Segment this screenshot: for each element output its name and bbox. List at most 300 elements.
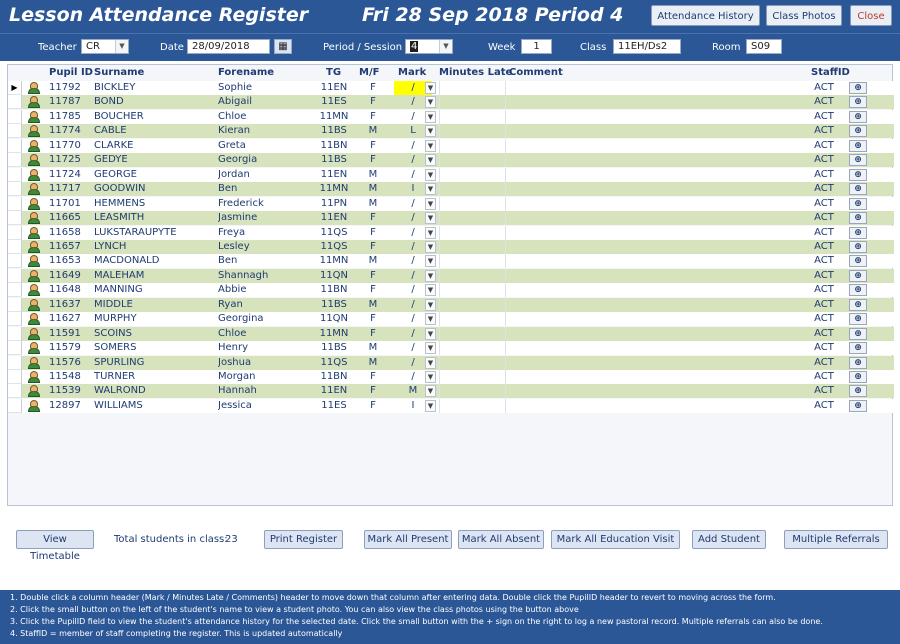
add-pastoral-record-icon[interactable]: ⊕ [849,284,867,296]
student-photo-icon[interactable] [25,168,43,182]
mark-cell[interactable]: / [411,342,415,354]
forename-cell: Jessica [218,399,252,411]
add-pastoral-record-icon[interactable]: ⊕ [849,82,867,94]
comment-cell[interactable] [505,254,805,268]
chevron-down-icon[interactable]: ▼ [425,183,436,195]
row-selector[interactable] [8,269,22,283]
minutes-late-cell[interactable] [439,384,505,398]
minutes-late-cell[interactable] [439,341,505,355]
chevron-down-icon[interactable]: ▼ [425,299,436,311]
surname-cell: TURNER [94,371,136,382]
staff-id-cell: ACT [814,240,834,252]
table-row[interactable] [8,182,894,196]
comment-cell[interactable] [505,197,805,211]
surname-cell: MACDONALD [94,255,160,267]
surname-cell: GOODWIN [94,183,146,195]
row-selector[interactable] [8,327,22,341]
comment-cell[interactable] [505,226,805,240]
comment-cell[interactable] [505,283,805,297]
add-pastoral-record-icon[interactable]: ⊕ [849,241,867,253]
minutes-late-cell[interactable] [439,182,505,196]
table-row[interactable] [8,124,894,138]
add-pastoral-record-icon[interactable]: ⊕ [849,400,867,412]
chevron-down-icon[interactable]: ▼ [425,227,436,239]
table-row[interactable] [8,312,894,326]
mark-cell[interactable]: I [411,183,415,195]
surname-cell: GEDYE [94,154,128,166]
print-register-button[interactable]: Print Register [264,530,343,549]
add-pastoral-record-icon[interactable]: ⊕ [849,169,867,181]
comment-cell[interactable] [505,399,805,413]
row-selector[interactable] [8,399,22,413]
instruction-1: 1. Double click a column header (Mark / Minutes Late / Comments) header to move down that column after entering data. Double click the PupilID header to revert to moving across the form. [10,593,776,602]
attendance-history-button[interactable]: Attendance History [651,5,760,26]
comment-cell[interactable] [505,384,805,398]
tg-cell: 11EN [320,212,348,224]
mark-all-present-button[interactable]: Mark All Present [364,530,452,549]
chevron-down-icon[interactable]: ▼ [425,169,436,181]
mf-cell: M [368,298,378,310]
staff-id-cell: ACT [814,298,834,310]
student-photo-icon[interactable] [25,269,43,283]
tg-cell: 11QN [319,313,349,325]
add-pastoral-record-icon[interactable]: ⊕ [849,357,867,369]
staff-id-cell: ACT [814,96,834,108]
row-selector[interactable] [8,95,22,109]
row-selector[interactable] [8,298,22,312]
add-pastoral-record-icon[interactable]: ⊕ [849,154,867,166]
col-surname[interactable]: Surname [94,67,145,78]
pupil-id-cell[interactable]: 11792 [49,82,81,93]
add-pastoral-record-icon[interactable]: ⊕ [849,385,867,397]
student-photo-icon[interactable] [25,356,43,370]
minutes-late-cell[interactable] [439,254,505,268]
tg-cell: 11BS [321,154,347,166]
pupil-id-cell[interactable]: 12897 [49,399,81,411]
calendar-icon[interactable]: ▦ [274,39,292,54]
row-selector[interactable] [8,312,22,326]
table-row[interactable] [8,139,894,153]
minutes-late-cell[interactable] [439,153,505,167]
mark-cell[interactable]: L [410,125,416,137]
row-selector[interactable] [8,168,22,182]
staff-id-cell: ACT [814,154,834,166]
mf-cell: F [370,154,376,166]
minutes-late-cell[interactable] [439,110,505,124]
mark-cell[interactable]: / [411,255,415,267]
chevron-down-icon[interactable]: ▼ [425,241,436,253]
row-selector[interactable] [8,226,22,240]
student-photo-icon[interactable] [25,283,43,297]
add-pastoral-record-icon[interactable]: ⊕ [849,342,867,354]
mark-cell[interactable]: / [411,284,415,296]
chevron-down-icon[interactable]: ▼ [425,270,436,282]
row-selector[interactable] [8,384,22,398]
surname-cell: LEASMITH [94,212,145,224]
col-forename[interactable]: Forename [218,67,275,78]
comment-cell[interactable] [505,269,805,283]
col-pupil-id[interactable]: Pupil ID [49,67,93,78]
minutes-late-cell[interactable] [439,168,505,182]
row-selector[interactable] [8,283,22,297]
student-photo-icon[interactable] [25,254,43,268]
pupil-id-cell[interactable]: 11548 [49,371,81,382]
forename-cell: Sophie [218,82,253,93]
add-pastoral-record-icon[interactable]: ⊕ [849,183,867,195]
mark-cell[interactable]: / [411,371,415,382]
tg-cell: 11MN [319,255,349,267]
student-photo-icon[interactable] [25,341,43,355]
table-row[interactable] [8,254,894,268]
col-mark[interactable]: Mark [398,67,427,78]
pupil-id-cell[interactable]: 11658 [49,226,81,238]
chevron-down-icon[interactable]: ▼ [425,96,436,108]
week-value: 1 [533,41,540,52]
pupil-id-cell[interactable]: 11648 [49,284,81,296]
forename-cell: Ben [218,255,238,267]
row-selector[interactable] [8,370,22,384]
chevron-down-icon[interactable]: ▼ [425,371,436,383]
pupil-id-cell[interactable]: 11717 [49,183,81,195]
staff-id-cell: ACT [814,371,834,382]
table-row[interactable] [8,240,894,254]
student-photo-icon[interactable] [25,211,43,225]
comment-cell[interactable] [505,356,805,370]
chevron-down-icon[interactable]: ▼ [425,198,436,210]
row-selector[interactable] [8,182,22,196]
comment-cell[interactable] [505,327,805,341]
minutes-late-cell[interactable] [439,240,505,254]
chevron-down-icon[interactable]: ▼ [425,313,436,325]
chevron-down-icon[interactable]: ▼ [425,385,436,397]
table-row[interactable] [8,211,894,225]
chevron-down-icon[interactable]: ▼ [425,125,436,137]
class-field[interactable] [613,39,681,54]
surname-cell: HEMMENS [94,197,146,209]
chevron-down-icon[interactable]: ▼ [425,284,436,296]
mark-cell[interactable]: / [411,240,415,252]
date-label: Date [160,42,184,53]
row-selector[interactable] [8,341,22,355]
forename-cell: Georgia [218,154,258,166]
table-row[interactable] [8,298,894,312]
forename-cell: Hannah [218,385,257,397]
mf-cell: F [370,385,376,397]
mark-all-education-visit-button[interactable]: Mark All Education Visit [551,530,680,549]
period-combo[interactable] [405,39,453,54]
mark-cell[interactable]: / [411,197,415,209]
student-photo-icon[interactable] [25,384,43,398]
forename-cell: Abigail [218,96,252,108]
table-row[interactable] [8,269,894,283]
staff-id-cell: ACT [814,342,834,354]
comment-cell[interactable] [505,298,805,312]
mf-cell: F [370,269,376,281]
pupil-id-cell[interactable]: 11770 [49,139,81,151]
pupil-id-cell[interactable]: 11539 [49,385,81,397]
tg-cell: 11QS [320,356,348,368]
add-pastoral-record-icon[interactable]: ⊕ [849,328,867,340]
table-row[interactable] [8,384,894,398]
mark-cell[interactable]: / [411,168,415,180]
chevron-down-icon[interactable]: ▼ [115,40,128,53]
add-pastoral-record-icon[interactable]: ⊕ [849,140,867,152]
add-pastoral-record-icon[interactable]: ⊕ [849,125,867,137]
pupil-id-cell[interactable]: 11657 [49,240,81,252]
mf-cell: F [370,110,376,122]
minutes-late-cell[interactable] [439,269,505,283]
mark-cell[interactable]: / [411,212,415,224]
mark-cell[interactable]: / [411,356,415,368]
close-button[interactable]: Close [850,5,892,26]
minutes-late-cell[interactable] [439,139,505,153]
chevron-down-icon[interactable]: ▼ [425,212,436,224]
mark-all-absent-button[interactable]: Mark All Absent [458,530,544,549]
forename-cell: Joshua [218,356,252,368]
chevron-down-icon[interactable]: ▼ [425,140,436,152]
minutes-late-cell[interactable] [439,95,505,109]
mark-cell[interactable]: / [411,96,415,108]
table-row[interactable] [8,110,894,124]
table-row[interactable] [8,226,894,240]
student-photo-icon[interactable] [25,95,43,109]
row-selector[interactable] [8,254,22,268]
add-pastoral-record-icon[interactable]: ⊕ [849,198,867,210]
row-selector[interactable] [8,240,22,254]
student-photo-icon[interactable] [25,139,43,153]
add-pastoral-record-icon[interactable]: ⊕ [849,96,867,108]
pupil-id-cell[interactable]: 11591 [49,327,81,339]
mark-cell[interactable]: / [411,139,415,151]
pupil-id-cell[interactable]: 11724 [49,168,81,180]
table-row[interactable] [8,327,894,341]
add-pastoral-record-icon[interactable]: ⊕ [849,299,867,311]
table-row[interactable] [8,153,894,167]
chevron-down-icon[interactable]: ▼ [425,328,436,340]
chevron-down-icon[interactable]: ▼ [425,82,436,94]
mark-cell[interactable]: / [411,110,415,122]
mf-cell: M [368,197,378,209]
chevron-down-icon[interactable]: ▼ [425,357,436,369]
staff-id-cell: ACT [814,269,834,281]
pupil-id-cell[interactable]: 11785 [49,110,81,122]
student-photo-icon[interactable] [25,226,43,240]
student-photo-icon[interactable] [25,182,43,196]
chevron-down-icon[interactable]: ▼ [425,154,436,166]
mark-cell[interactable]: M [408,385,418,397]
mf-cell: M [368,168,378,180]
row-selector[interactable] [8,211,22,225]
total-value: 23 [225,534,238,545]
comment-cell[interactable] [505,312,805,326]
week-field[interactable] [521,39,552,54]
minutes-late-cell[interactable] [439,81,505,95]
staff-id-cell: ACT [814,125,834,137]
surname-cell: WILLIAMS [94,399,143,411]
minutes-late-cell[interactable] [439,211,505,225]
class-photos-button[interactable]: Class Photos [766,5,842,26]
table-row[interactable] [8,341,894,355]
surname-cell: MIDDLE [94,298,133,310]
student-photo-icon[interactable] [25,399,43,413]
surname-cell: WALROND [94,385,146,397]
room-value: S09 [751,41,771,52]
chevron-down-icon[interactable]: ▼ [425,255,436,267]
tg-cell: 11BS [321,125,347,137]
student-photo-icon[interactable] [25,240,43,254]
mf-cell: F [370,327,376,339]
col-tg[interactable]: TG [326,67,342,78]
minutes-late-cell[interactable] [439,327,505,341]
staff-id-cell: ACT [814,284,834,296]
row-selector[interactable] [8,356,22,370]
pupil-id-cell[interactable]: 11576 [49,356,81,368]
tg-cell: 11BN [320,371,348,382]
comment-cell[interactable] [505,370,805,384]
mf-cell: F [370,284,376,296]
pupil-id-cell[interactable]: 11637 [49,298,81,310]
student-photo-icon[interactable] [25,370,43,384]
staff-id-cell: ACT [814,212,834,224]
comment-cell[interactable] [505,81,805,95]
tg-cell: 11QN [319,269,349,281]
col-staff-id[interactable]: StaffID [811,67,850,78]
add-pastoral-record-icon[interactable]: ⊕ [849,313,867,325]
comment-cell[interactable] [505,153,805,167]
tg-cell: 11MN [319,327,349,339]
mark-cell[interactable]: / [411,298,415,310]
minutes-late-cell[interactable] [439,197,505,211]
student-photo-icon[interactable] [25,298,43,312]
table-row[interactable] [8,283,894,297]
minutes-late-cell[interactable] [439,226,505,240]
row-selector[interactable] [8,139,22,153]
pupil-id-cell[interactable]: 11665 [49,212,81,224]
add-pastoral-record-icon[interactable]: ⊕ [849,212,867,224]
table-row[interactable] [8,197,894,211]
chevron-down-icon[interactable]: ▼ [439,40,452,53]
comment-cell[interactable] [505,110,805,124]
student-photo-icon[interactable] [25,197,43,211]
col-minutes-late[interactable]: Minutes Late [439,67,513,78]
tg-cell: 11ES [321,399,347,411]
mark-cell[interactable]: / [411,269,415,281]
period-value: 4 [411,41,418,52]
student-photo-icon[interactable] [25,110,43,124]
comment-cell[interactable] [505,95,805,109]
surname-cell: BICKLEY [94,82,136,93]
col-comment[interactable]: Comment [509,67,563,78]
student-photo-icon[interactable] [25,124,43,138]
chevron-down-icon[interactable]: ▼ [425,400,436,412]
table-row[interactable] [8,356,894,370]
staff-id-cell: ACT [814,385,834,397]
student-photo-icon[interactable] [25,327,43,341]
mf-cell: F [370,212,376,224]
table-row[interactable] [8,399,894,413]
table-row[interactable] [8,168,894,182]
minutes-late-cell[interactable] [439,356,505,370]
pupil-id-cell[interactable]: 11725 [49,154,81,166]
comment-cell[interactable] [505,182,805,196]
minutes-late-cell[interactable] [439,370,505,384]
table-row[interactable] [8,81,894,95]
comment-cell[interactable] [505,211,805,225]
mark-cell[interactable]: / [411,154,415,166]
pupil-id-cell[interactable]: 11627 [49,313,81,325]
view-timetable-button[interactable]: View Timetable [16,530,94,549]
pupil-id-cell[interactable]: 11649 [49,269,81,281]
comment-cell[interactable] [505,341,805,355]
table-row[interactable] [8,370,894,384]
surname-cell: CABLE [94,125,127,137]
tg-cell: 11BN [320,139,348,151]
row-selector[interactable] [8,110,22,124]
row-selector[interactable]: ▶ [8,81,22,95]
student-photo-icon[interactable] [25,153,43,167]
add-pastoral-record-icon[interactable]: ⊕ [849,111,867,123]
mf-cell: F [370,82,376,93]
teacher-combo[interactable] [81,39,129,54]
minutes-late-cell[interactable] [439,399,505,413]
date-period-heading: Fri 28 Sep 2018 Period 4 [362,4,624,26]
student-photo-icon[interactable] [25,81,43,95]
mark-cell[interactable]: / [411,226,415,238]
row-selector[interactable] [8,197,22,211]
row-selector[interactable] [8,124,22,138]
pupil-id-cell[interactable]: 11579 [49,342,81,354]
forename-cell: Abbie [218,284,247,296]
forename-cell: Ryan [218,298,243,310]
comment-cell[interactable] [505,124,805,138]
col-mf[interactable]: M/F [359,67,380,78]
minutes-late-cell[interactable] [439,298,505,312]
date-field[interactable] [187,39,270,54]
minutes-late-cell[interactable] [439,283,505,297]
tg-cell: 11BS [321,298,347,310]
forename-cell: Greta [218,139,246,151]
mark-cell[interactable]: / [411,313,415,325]
minutes-late-cell[interactable] [439,312,505,326]
pupil-id-cell[interactable]: 11787 [49,96,81,108]
chevron-down-icon[interactable]: ▼ [425,342,436,354]
add-student-button[interactable]: Add Student [692,530,766,549]
mark-cell[interactable]: I [411,399,415,411]
row-selector[interactable] [8,153,22,167]
pupil-id-cell[interactable]: 11701 [49,197,81,209]
add-pastoral-record-icon[interactable]: ⊕ [849,227,867,239]
forename-cell: Freya [218,226,246,238]
pupil-id-cell[interactable]: 11653 [49,255,81,267]
week-label: Week [488,42,516,53]
mark-cell[interactable]: / [411,327,415,339]
pupil-id-cell[interactable]: 11774 [49,125,81,137]
comment-cell[interactable] [505,168,805,182]
comment-cell[interactable] [505,139,805,153]
forename-cell: Shannagh [218,269,269,281]
minutes-late-cell[interactable] [439,124,505,138]
add-pastoral-record-icon[interactable]: ⊕ [849,371,867,383]
table-row[interactable] [8,95,894,109]
student-photo-icon[interactable] [25,312,43,326]
mark-cell[interactable]: / [394,81,432,95]
chevron-down-icon[interactable]: ▼ [425,111,436,123]
comment-cell[interactable] [505,240,805,254]
room-field[interactable] [746,39,782,54]
multiple-referrals-button[interactable]: Multiple Referrals [784,530,888,549]
add-pastoral-record-icon[interactable]: ⊕ [849,270,867,282]
add-pastoral-record-icon[interactable]: ⊕ [849,255,867,267]
